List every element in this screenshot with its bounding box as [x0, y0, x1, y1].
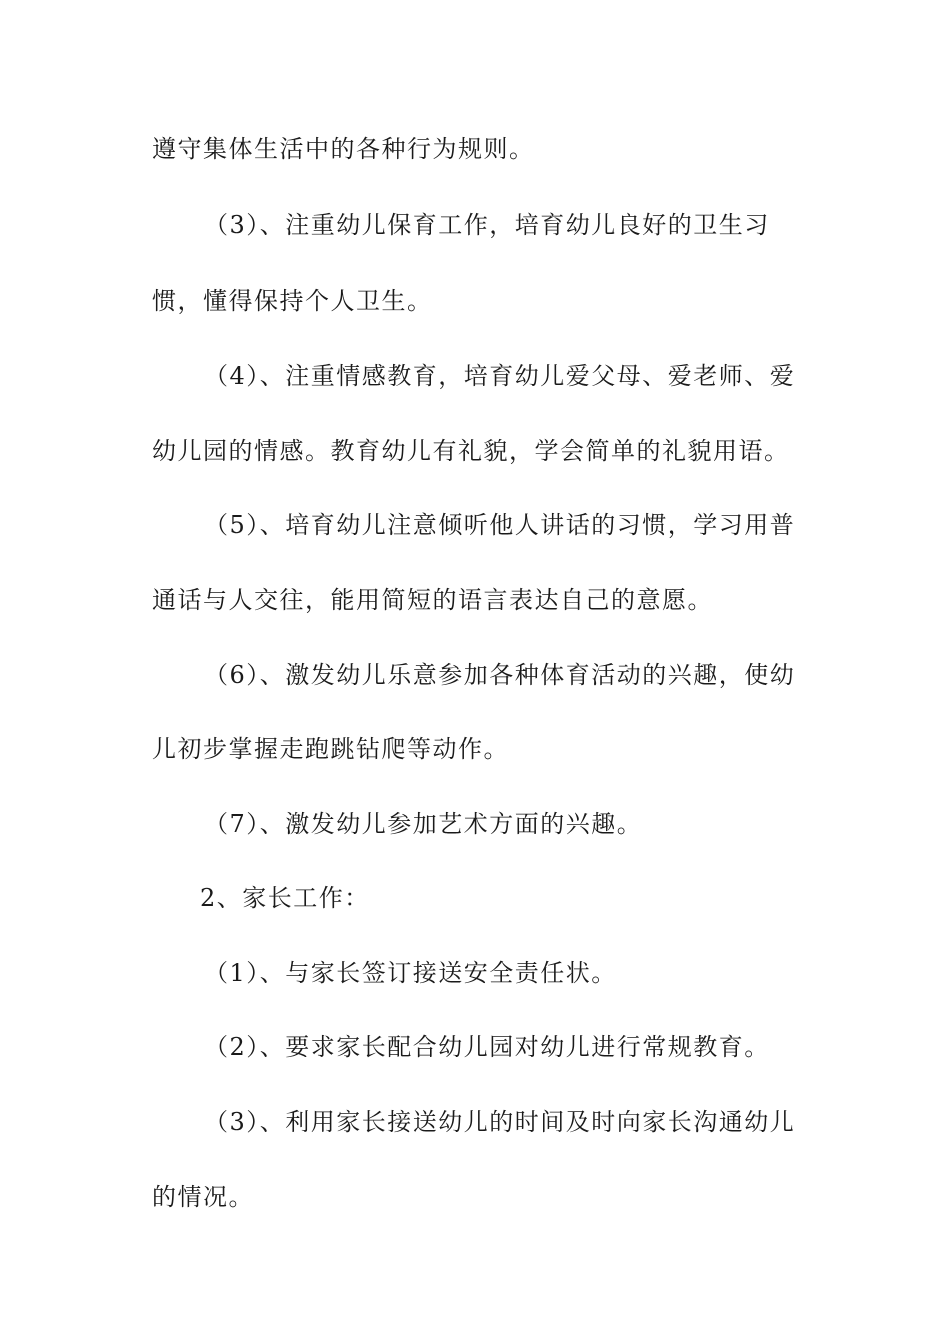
paragraph-line: 幼儿园的情感。教育幼儿有礼貌，学会简单的礼貌用语。: [152, 437, 790, 465]
paragraph-line: 儿初步掌握走跑跳钻爬等动作。: [152, 735, 509, 763]
paragraph-line: （2）、要求家长配合幼儿园对幼儿进行常规教育。: [204, 1033, 770, 1061]
paragraph-line: 的情况。: [152, 1183, 254, 1211]
paragraph-line: （1）、与家长签订接送安全责任状。: [204, 959, 617, 987]
paragraph-line: （7）、激发幼儿参加艺术方面的兴趣。: [204, 810, 643, 838]
paragraph-line: （3）、注重幼儿保育工作，培育幼儿良好的卫生习: [204, 211, 770, 239]
paragraph-line: （4）、注重情感教育，培育幼儿爱父母、爱老师、爱: [204, 362, 796, 390]
paragraph-line: 遵守集体生活中的各种行为规则。: [152, 135, 535, 163]
paragraph-line: 惯，懂得保持个人卫生。: [152, 287, 433, 315]
paragraph-line: （6）、激发幼儿乐意参加各种体育活动的兴趣，使幼: [204, 661, 796, 689]
section-heading: 2、家长工作：: [200, 884, 370, 912]
paragraph-line: （3）、利用家长接送幼儿的时间及时向家长沟通幼儿: [204, 1108, 796, 1136]
paragraph-line: （5）、培育幼儿注意倾听他人讲话的习惯，学习用普: [204, 511, 796, 539]
paragraph-line: 通话与人交往，能用简短的语言表达自己的意愿。: [152, 586, 713, 614]
